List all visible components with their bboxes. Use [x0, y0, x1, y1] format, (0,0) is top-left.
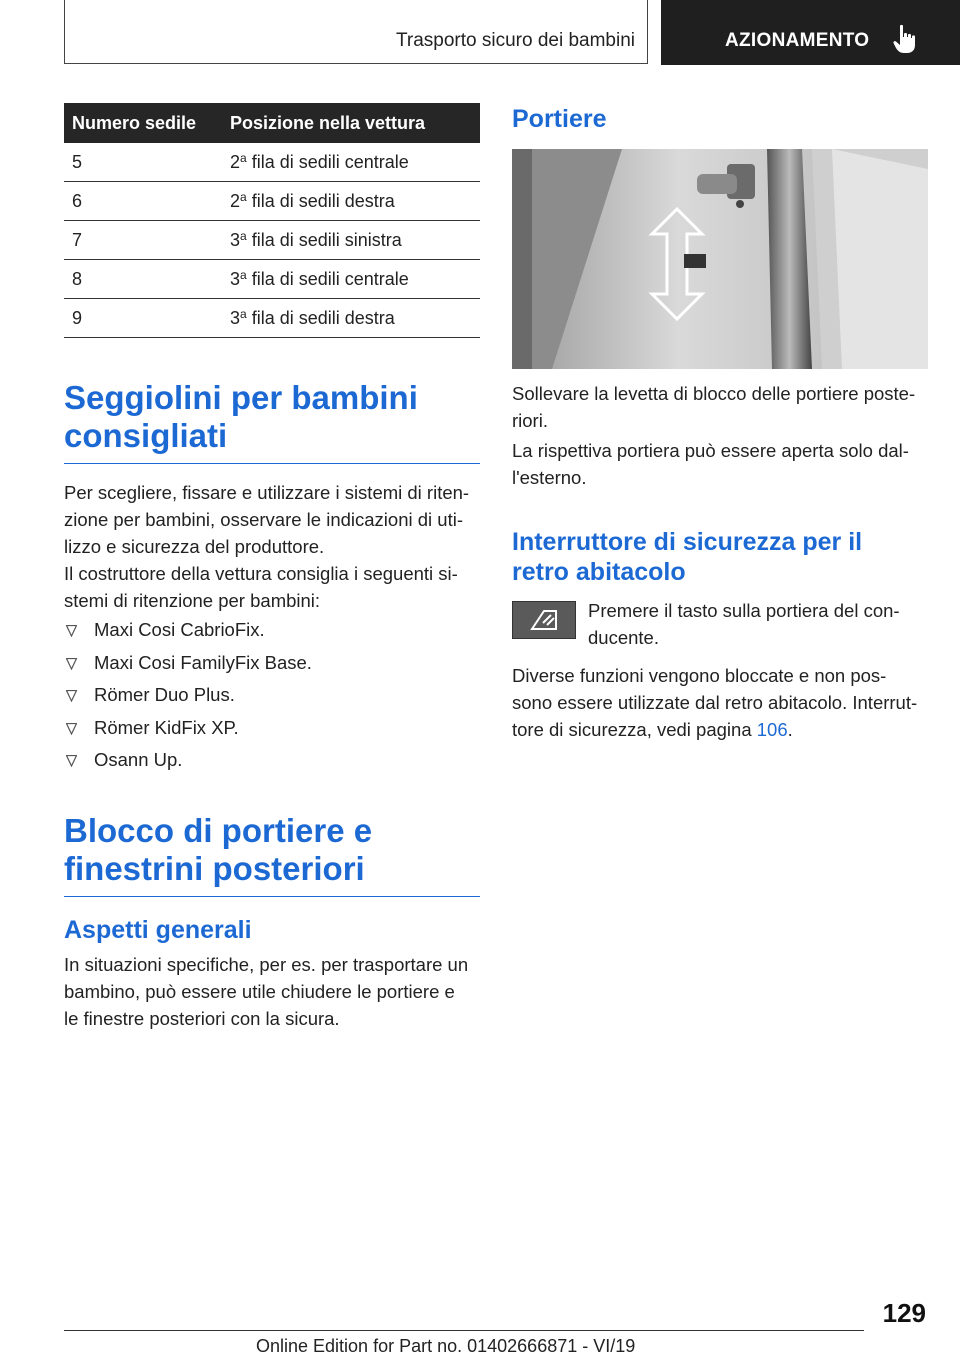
header-section-title: Trasporto sicuro dei bambini	[395, 30, 635, 51]
table-row	[64, 143, 480, 182]
triangle-bullet-icon	[66, 658, 77, 670]
interruttore-heading: Interruttore di sicurezza per il retro abitacolo	[512, 528, 863, 586]
table-row	[64, 182, 480, 221]
seat-number: 9	[64, 299, 222, 338]
list-item: Maxi Cosi FamilyFix Base.	[64, 647, 312, 680]
triangle-bullet-icon	[66, 723, 77, 735]
hand-pointer-icon	[893, 24, 919, 54]
seat-table	[64, 103, 480, 338]
seggiolini-paragraph-1: Per scegliere, fissare e utilizzare i sistemi di riten- zione per bambini, osservare le indicazioni di uti- lizzo e sicurezza del produttore.	[64, 482, 470, 557]
blocco-paragraph: In situazioni specifiche, per es. per trasportare un bambino, può essere utile chiudere le portiere e le finestre posteriori con la sicura.	[64, 954, 469, 1029]
list-item: Römer Duo Plus.	[64, 679, 312, 712]
seat-position: 3$^a$ fila di sedili sinistra	[222, 221, 480, 260]
triangle-bullet-icon	[66, 625, 77, 637]
seat-number: 5	[64, 143, 222, 182]
seat-number: 8	[64, 260, 222, 299]
page-reference-link[interactable]: 106	[756, 719, 788, 740]
seat-position: 2$^a$ fila di sedili centrale	[222, 143, 480, 182]
list-item: Römer KidFix XP.	[64, 712, 312, 745]
interruttore-icon-text: Premere il tasto sulla portiera del con- ducente.	[588, 600, 900, 648]
portiere-paragraph-1: Sollevare la levetta di blocco delle portiere poste- riori.	[512, 383, 916, 431]
seggiolini-heading: Seggiolini per bambini consigliati	[64, 379, 480, 464]
seat-position: 3$^a$ fila di sedili destra	[222, 299, 480, 338]
portiere-paragraph-2: La rispettiva portiera può essere aperta solo dal- l'esterno.	[512, 440, 909, 488]
interruttore-paragraph: Diverse funzioni vengono bloccate e non pos- sono essere utilizzate dal retro abitacolo. Interrut- tore di sicurezza, vedi pagina 106.	[512, 665, 918, 740]
seat-number: 6	[64, 182, 222, 221]
window-lock-icon	[513, 602, 575, 638]
child-seat-list	[64, 614, 312, 777]
table-header-row	[64, 103, 480, 143]
table-row	[64, 299, 480, 338]
table-row	[64, 260, 480, 299]
list-item: Maxi Cosi CabrioFix.	[64, 614, 312, 647]
child-lock-button-icon	[512, 601, 576, 639]
seat-position: 2$^a$ fila di sedili destra	[222, 182, 480, 221]
aspetti-generali-heading: Aspetti generali	[64, 916, 252, 944]
list-item: Osann Up.	[64, 744, 312, 777]
table-header-cell: Numero sedile	[64, 103, 222, 143]
footer-edition: Online Edition for Part no. 01402666871 - VI/19	[256, 1336, 636, 1356]
footer-divider	[64, 1330, 864, 1331]
header-chapter-box	[661, 0, 960, 65]
door-lock-photo	[512, 149, 928, 369]
portiere-heading: Portiere	[512, 105, 607, 133]
seat-position: 3$^a$ fila di sedili centrale	[222, 260, 480, 299]
header-chapter-title: AZIONAMENTO	[725, 30, 870, 51]
seat-number: 7	[64, 221, 222, 260]
blocco-heading: Blocco di portiere e finestrini posteriori	[64, 812, 480, 897]
triangle-bullet-icon	[66, 755, 77, 767]
header-section-box	[64, 0, 648, 64]
table-header-cell: Posizione nella vettura	[222, 103, 480, 143]
triangle-bullet-icon	[66, 690, 77, 702]
page-number: 129	[882, 1298, 926, 1328]
seggiolini-paragraph-2: Il costruttore della vettura consiglia i seguenti si- stemi di ritenzione per bambini:	[64, 563, 458, 611]
table-row	[64, 221, 480, 260]
